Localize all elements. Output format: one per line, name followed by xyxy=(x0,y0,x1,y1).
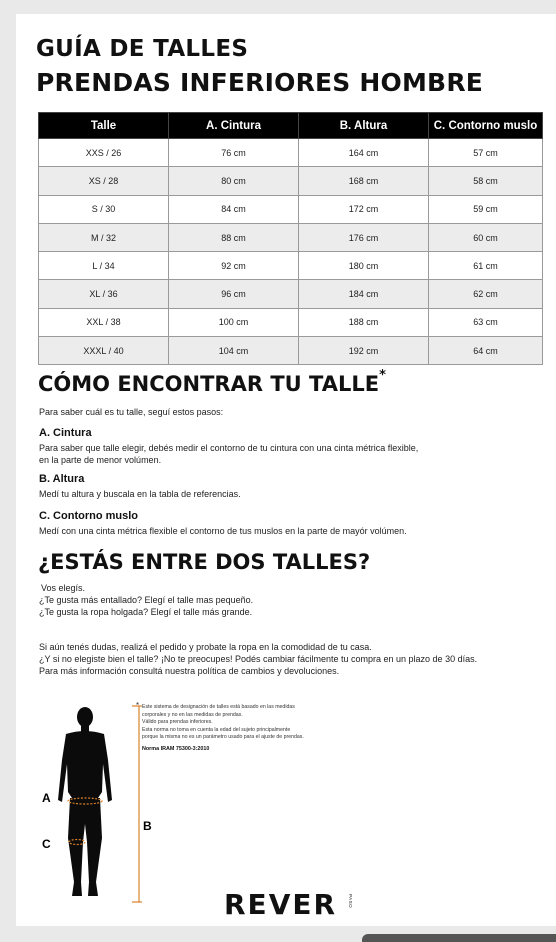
cell-size: XXL / 38 xyxy=(39,308,169,336)
table-row xyxy=(39,252,543,280)
doubts-line-1: Si aún tenés dudas, realizá el pedido y probate la ropa en la comodidad de tu casa. xyxy=(39,642,372,652)
column-header-thigh: C. Contorno muslo xyxy=(429,113,543,139)
cell-waist: 88 cm xyxy=(169,223,299,251)
cell-size: XS / 28 xyxy=(39,167,169,195)
footnote-line: Este sistema de designación de talles está basado en las medidas xyxy=(142,704,295,710)
table-header-row xyxy=(39,113,543,139)
cell-thigh: 60 cm xyxy=(429,223,543,251)
guide-subtitle: PRENDAS INFERIORES HOMBRE xyxy=(36,68,484,97)
cell-waist: 96 cm xyxy=(169,280,299,308)
how-to-heading xyxy=(38,368,386,396)
cell-thigh: 57 cm xyxy=(429,139,543,167)
doubts-line-3: Para más información consultá nuestra política de cambios y devoluciones. xyxy=(39,666,340,676)
thigh-text: Medí con una cinta métrica flexible el contorno de tus muslos en la parte de mayór volúmen. xyxy=(39,526,407,536)
label-b: B xyxy=(143,819,152,833)
brand-logo: REVER xyxy=(224,888,338,921)
body-silhouette-figure xyxy=(36,700,156,910)
height-text: Medí tu altura y buscala en la tabla de referencias. xyxy=(39,489,241,499)
cell-size: XL / 36 xyxy=(39,280,169,308)
cell-height: 184 cm xyxy=(299,280,429,308)
cell-height: 180 cm xyxy=(299,252,429,280)
silhouette-icon xyxy=(36,700,156,910)
guide-title: GUÍA DE TALLES xyxy=(36,36,249,62)
column-header-height: B. Altura xyxy=(299,113,429,139)
cell-waist: 76 cm xyxy=(169,139,299,167)
height-heading: B. Altura xyxy=(39,473,85,485)
size-guide-sheet xyxy=(16,14,556,926)
how-to-title: CÓMO ENCONTRAR TU TALLE xyxy=(38,372,380,396)
cell-height: 188 cm xyxy=(299,308,429,336)
footnote-asterisk: * xyxy=(136,701,140,710)
waist-text-2: en la parte de menor volúmen. xyxy=(39,455,162,465)
footnote xyxy=(136,701,352,742)
cell-waist: 84 cm xyxy=(169,195,299,223)
cell-size: S / 30 xyxy=(39,195,169,223)
waist-heading: A. Cintura xyxy=(39,427,92,439)
cell-height: 172 cm xyxy=(299,195,429,223)
table-row xyxy=(39,139,543,167)
cell-thigh: 62 cm xyxy=(429,280,543,308)
cell-size: L / 34 xyxy=(39,252,169,280)
label-c: C xyxy=(42,837,51,851)
waist-text-1: Para saber que talle elegir, debés medir el contorno de tu cintura con una cinta métrica flexible, xyxy=(39,443,419,453)
thigh-heading: C. Contorno muslo xyxy=(39,510,138,522)
cell-height: 168 cm xyxy=(299,167,429,195)
cell-height: 176 cm xyxy=(299,223,429,251)
norm-reference: Norma IRAM 75300-3:2010 xyxy=(142,746,210,752)
cell-waist: 104 cm xyxy=(169,337,299,365)
doubts-line-2: ¿Y si no elegiste bien el talle? ¡No te preocupes! Podés cambiar fácilmente tu compra en un plazo de 30 días. xyxy=(39,654,478,664)
column-header-size: Talle xyxy=(39,113,169,139)
cell-waist: 100 cm xyxy=(169,308,299,336)
between-line-1: Vos elegís. xyxy=(41,583,86,593)
between-sizes-heading: ¿ESTÁS ENTRE DOS TALLES? xyxy=(38,550,371,574)
footnote-line: porque la misma no es un parámetro usado para el ajuste de prendas. xyxy=(142,734,304,741)
cell-size: XXXL / 40 xyxy=(39,337,169,365)
table-row xyxy=(39,167,543,195)
table-row xyxy=(39,223,543,251)
size-table xyxy=(38,112,543,365)
between-line-3: ¿Te gusta la ropa holgada? Elegí el talle más grande. xyxy=(39,607,253,617)
cell-waist: 92 cm xyxy=(169,252,299,280)
footnote-line: Esta norma no toma en cuenta la edad del sujeto principalmente xyxy=(142,726,291,733)
cell-height: 164 cm xyxy=(299,139,429,167)
column-header-waist: A. Cintura xyxy=(169,113,299,139)
cell-height: 192 cm xyxy=(299,337,429,365)
table-row xyxy=(39,280,543,308)
cell-thigh: 61 cm xyxy=(429,252,543,280)
between-line-2: ¿Te gusta más entallado? Elegí el talle mas pequeño. xyxy=(39,595,254,605)
cell-waist: 80 cm xyxy=(169,167,299,195)
table-row xyxy=(39,195,543,223)
table-row xyxy=(39,308,543,336)
how-to-intro: Para saber cuál es tu talle, seguí estos pasos: xyxy=(39,407,224,417)
cell-thigh: 59 cm xyxy=(429,195,543,223)
asterisk-mark: * xyxy=(379,368,386,383)
footnote-line: Válido para prendas inferiores. xyxy=(142,719,213,726)
bottom-overlay-tab xyxy=(362,934,556,942)
cell-thigh: 58 cm xyxy=(429,167,543,195)
cell-thigh: 63 cm xyxy=(429,308,543,336)
cell-size: XXS / 26 xyxy=(39,139,169,167)
cell-thigh: 64 cm xyxy=(429,337,543,365)
footnote-line: corporales y no en las medidas de prendas. xyxy=(142,711,243,718)
table-row xyxy=(39,337,543,365)
brand-logo-side-text: PASO xyxy=(348,894,353,909)
label-a: A xyxy=(42,791,51,805)
cell-size: M / 32 xyxy=(39,223,169,251)
